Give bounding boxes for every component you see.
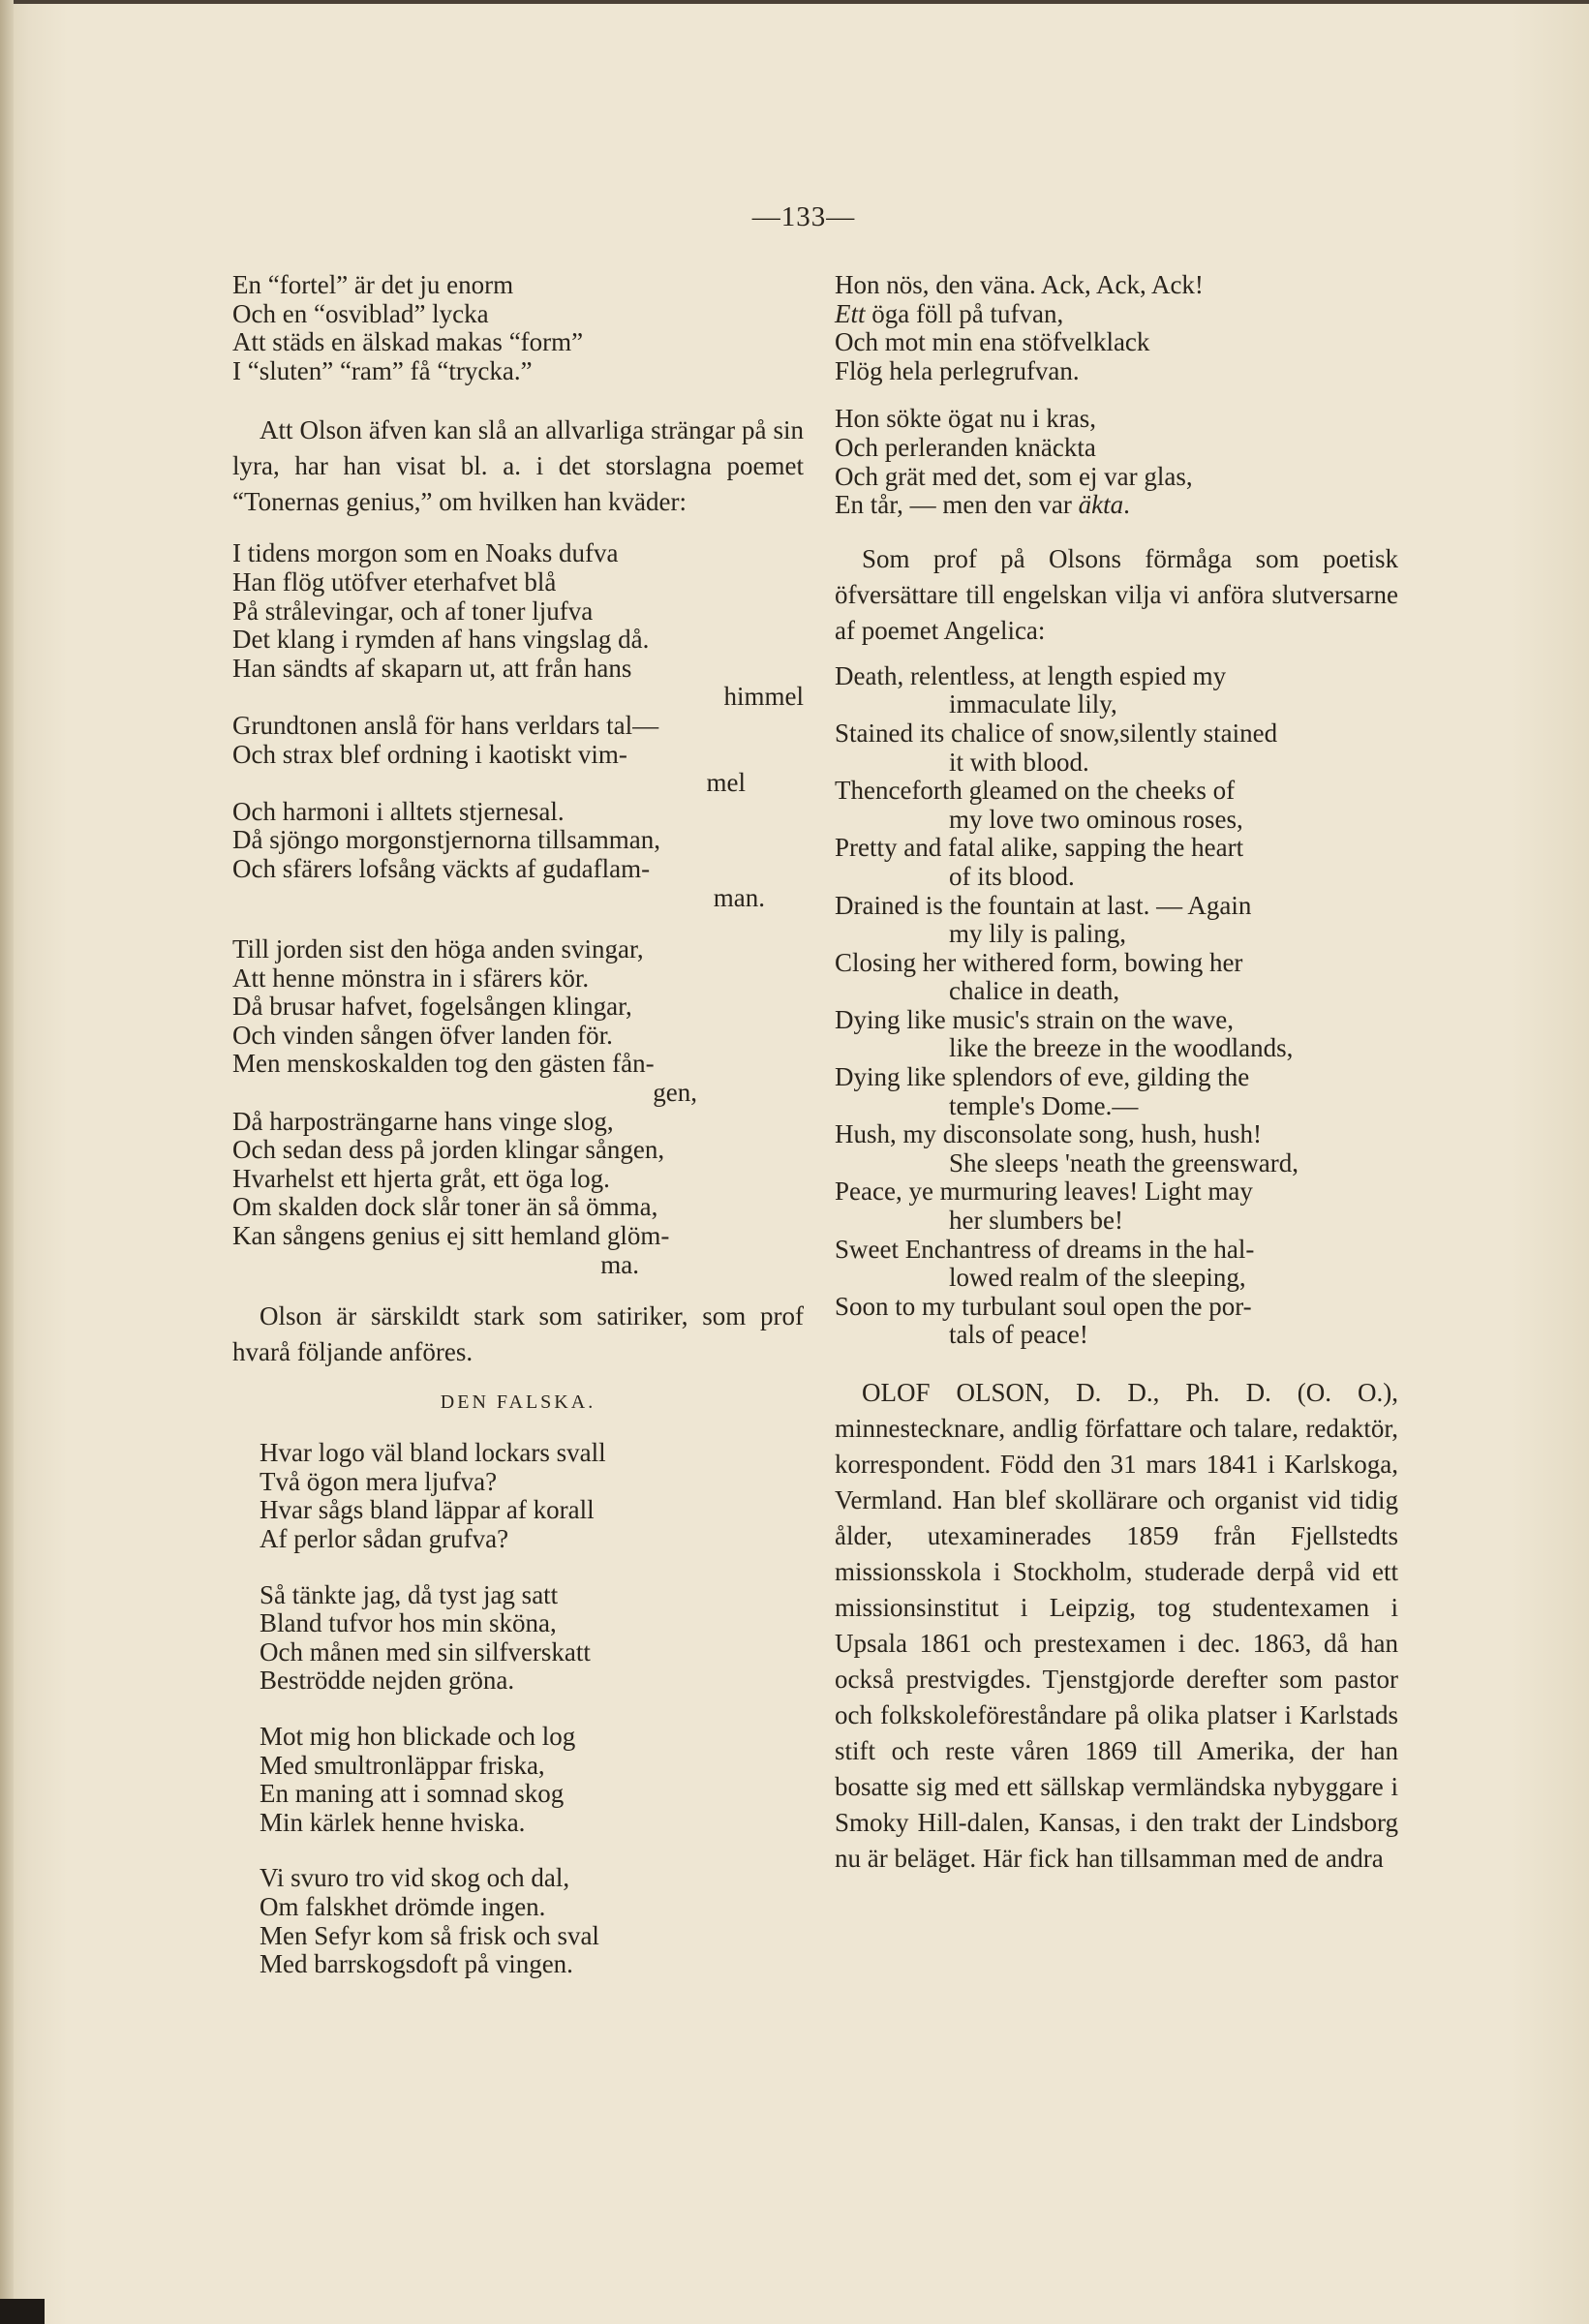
verse-continuation: my love two ominous roses, [949, 804, 1243, 834]
verse-line: Och sedan dess på jorden klingar sången, [232, 1135, 665, 1165]
verse-continuation: lowed realm of the sleeping, [949, 1263, 1246, 1293]
verse-line: Hon nös, den väna. Ack, Ack, Ack! [835, 270, 1204, 299]
left-stanza-2 [232, 539, 804, 912]
poem-stanza-1 [232, 1439, 804, 1553]
verse-line: Dying like music's strain on the wave, [835, 1004, 1235, 1034]
verse-line: Closing her withered form, bowing her [835, 947, 1243, 977]
italic-word: äkta [1078, 490, 1124, 520]
right-stanza-2 [835, 405, 1398, 519]
verse-continuation: man. [713, 882, 765, 912]
verse-line: Stained its chalice of snow,silently stained [835, 718, 1278, 748]
italic-word: Ett [835, 298, 866, 328]
dark-corner [0, 2299, 45, 2324]
verse-line: Han sändts af skaparn ut, att från hans [232, 653, 632, 683]
verse-line: Soon to my turbulant soul open the por- [835, 1291, 1252, 1321]
verse-line: Och grät med det, som ej var glas, [835, 461, 1193, 491]
english-verses [835, 662, 1398, 1350]
verse-line: En maning att i somnad skog [260, 1779, 565, 1809]
verse-line: Och sfärers lofsång väckts af gudaflam- [232, 853, 651, 883]
verse-line: Grundtonen anslå för hans verldars tal— [232, 710, 659, 740]
verse-line: Då brusar hafvet, fogelsången klingar, [232, 992, 632, 1022]
verse-line: Med smultronläppar friska, [260, 1750, 545, 1780]
verse-line: Hvar sågs bland läppar af korall [260, 1495, 595, 1525]
verse-line: Han flög utöfver eterhafvet blå [232, 566, 557, 596]
verse-line [835, 300, 1398, 329]
verse-line: Men menskoskalden tog den gästen fån- [232, 1049, 655, 1079]
verse-line: Då sjöngo morgonstjernorna tillsamman, [232, 825, 660, 855]
verse-continuation: himmel [723, 682, 804, 712]
verse-line: Hvar logo väl bland lockars svall [260, 1438, 606, 1468]
verse-line: Drained is the fountain at last. — Again [835, 890, 1252, 920]
verse-line: Och strax blef ordning i kaotiskt vim- [232, 739, 627, 769]
verse-line: Så tänkte jag, då tyst jag satt [260, 1579, 559, 1609]
page-number: —133— [751, 201, 856, 232]
verse-line: Och harmoni i alltets stjernesal. [232, 796, 565, 826]
left-stanza-1 [232, 271, 804, 385]
verse-line: Hon sökte ögat nu i kras, [835, 404, 1096, 434]
verse-continuation: immaculate lily, [949, 689, 1117, 719]
verse-line: Om skalden dock slår toner än så ömma, [232, 1192, 658, 1222]
verse-line: Men Sefyr kom så frisk och sval [260, 1920, 599, 1950]
verse-line: Det klang i rymden af hans vingslag då. [232, 625, 650, 655]
verse-line: Hush, my disconsolate song, hush, hush! [835, 1119, 1262, 1149]
verse-continuation: gen, [653, 1078, 697, 1108]
verse-line: På strålevingar, och af toner ljufva [232, 596, 594, 626]
verse-line: Pretty and fatal alike, sapping the heart [835, 833, 1244, 863]
verse-line: Death, relentless, at length espied my [835, 660, 1227, 690]
verse-line: Och en “osviblad” lycka [232, 298, 489, 328]
verse-line: Att henne mönstra in i sfärers kör. [232, 963, 590, 993]
verse-fragment: öga föll på tufvan, [865, 298, 1064, 328]
verse-continuation: mel [706, 768, 746, 798]
verse-continuation: her slumbers be! [949, 1206, 1123, 1236]
verse-fragment: . [1123, 490, 1130, 520]
verse-line: Vi svuro tro vid skog och dal, [260, 1863, 570, 1893]
verse-line: Att städs en älskad makas “form” [232, 327, 584, 357]
verse-line: Och mot min ena stöfvelklack [835, 327, 1150, 357]
right-column [835, 271, 1398, 1877]
verse-line: Och vinden sången öfver landen för. [232, 1020, 613, 1050]
verse-line: Beströdde nejden gröna. [260, 1666, 515, 1696]
verse-line: Peace, ye murmuring leaves! Light may [835, 1177, 1253, 1207]
verse-continuation: like the breeze in the woodlands, [949, 1033, 1294, 1063]
verse-line: Sweet Enchantress of dreams in the hal- [835, 1234, 1255, 1264]
verse-line: Då harposträngarne hans vinge slog, [232, 1106, 614, 1136]
poem-title: DEN FALSKA. [440, 1391, 596, 1414]
verse-line: Flög hela perlegrufvan. [835, 355, 1080, 385]
verse-line: I tidens morgon som en Noaks dufva [232, 538, 619, 568]
binding-gutter [0, 0, 14, 2324]
verse-line: Två ögon mera ljufva? [260, 1466, 498, 1496]
verse-line: I “sluten” “ram” få “trycka.” [232, 355, 533, 385]
poem-stanza-2 [232, 1581, 804, 1696]
verse-line: Kan sångens genius ej sitt hemland glöm- [232, 1221, 670, 1251]
paragraph-satiriker: Olson är särskildt stark som satiriker, som prof hvarå följande anföres. [232, 1301, 804, 1367]
poem-stanza-3 [232, 1723, 804, 1837]
poem-stanza-4 [232, 1864, 804, 1978]
verse-line: Med barrskogsdoft på vingen. [260, 1949, 573, 1979]
verse-continuation: tals of peace! [949, 1320, 1088, 1350]
verse-continuation: temple's Dome.— [949, 1090, 1139, 1120]
verse-continuation: ma. [600, 1249, 639, 1279]
verse-line: Till jorden sist den höga anden svingar, [232, 934, 644, 964]
verse-line: Och månen med sin silfverskatt [260, 1636, 591, 1667]
verse-continuation: my lily is paling, [949, 919, 1127, 949]
verse-continuation: She sleeps 'neath the greensward, [949, 1147, 1299, 1177]
verse-line: Dying like splendors of eve, gilding the [835, 1062, 1250, 1092]
verse-line: Min kärlek henne hviska. [260, 1807, 526, 1837]
verse-continuation: of its blood. [949, 861, 1075, 891]
verse-line: Af perlor sådan grufva? [260, 1524, 509, 1553]
verse-line: Mot mig hon blickade och log [260, 1721, 576, 1751]
paragraph-olof-olson: OLOF OLSON, D. D., Ph. D. (O. O.), minnestecknare, andlig författare och talare, redaktör, korrespondent. Född den 31 mars 1841 i Karlskoga, Vermland. Han blef skollärare och organist vid tidig ålder, utexaminerades 1859 från Fjellstedts missionsskola i Stockholm, studerade derpå vid ett missionsinstitut i Leipzig, tog studentexamen i Upsala 1861 och prestexamen i dec. 1863, då han också prestvigdes. Tjenstgjorde derefter som pastor och folkskoleföreståndare på olika platser i Karlstads stift och reste våren 1869 till Amerika, der han bosatte sig med ett sällskap vermländska nybyggare i Smoky Hill-dalen, Kansas, i den trakt der Lindsborg nu är beläget. Här fick han tillsamman med de andra [835, 1378, 1398, 1873]
verse-line: En “fortel” är det ju enorm [232, 270, 514, 299]
verse-line: Och perleranden knäckta [835, 432, 1096, 462]
verse-line: Om falskhet drömde ingen. [260, 1891, 546, 1921]
verse-fragment: En tår, — men den var [835, 490, 1079, 520]
verse-line: Bland tufvor hos min sköna, [260, 1608, 557, 1638]
right-stanza-1 [835, 271, 1398, 385]
top-edge-line [0, 0, 1589, 4]
verse-line: Thenceforth gleamed on the cheeks of [835, 776, 1236, 806]
verse-continuation: chalice in death, [949, 976, 1120, 1006]
left-stanza-3 [232, 935, 804, 1279]
verse-line: Hvarhelst ett hjerta gråt, ett öga log. [232, 1163, 610, 1193]
paragraph-lyra: Att Olson äfven kan slå an allvarliga strängar på sin lyra, har han visat bl. a. i det storslagna poemet “Tonernas genius,” om hvilken han kväder: [232, 415, 804, 517]
left-column [232, 271, 804, 1979]
verse-continuation: it with blood. [949, 747, 1089, 777]
verse-line [835, 491, 1398, 520]
paragraph-prof: Som prof på Olsons förmåga som poetisk öfversättare till engelskan vilja vi anföra slutversarne af poemet Angelica: [835, 543, 1398, 645]
